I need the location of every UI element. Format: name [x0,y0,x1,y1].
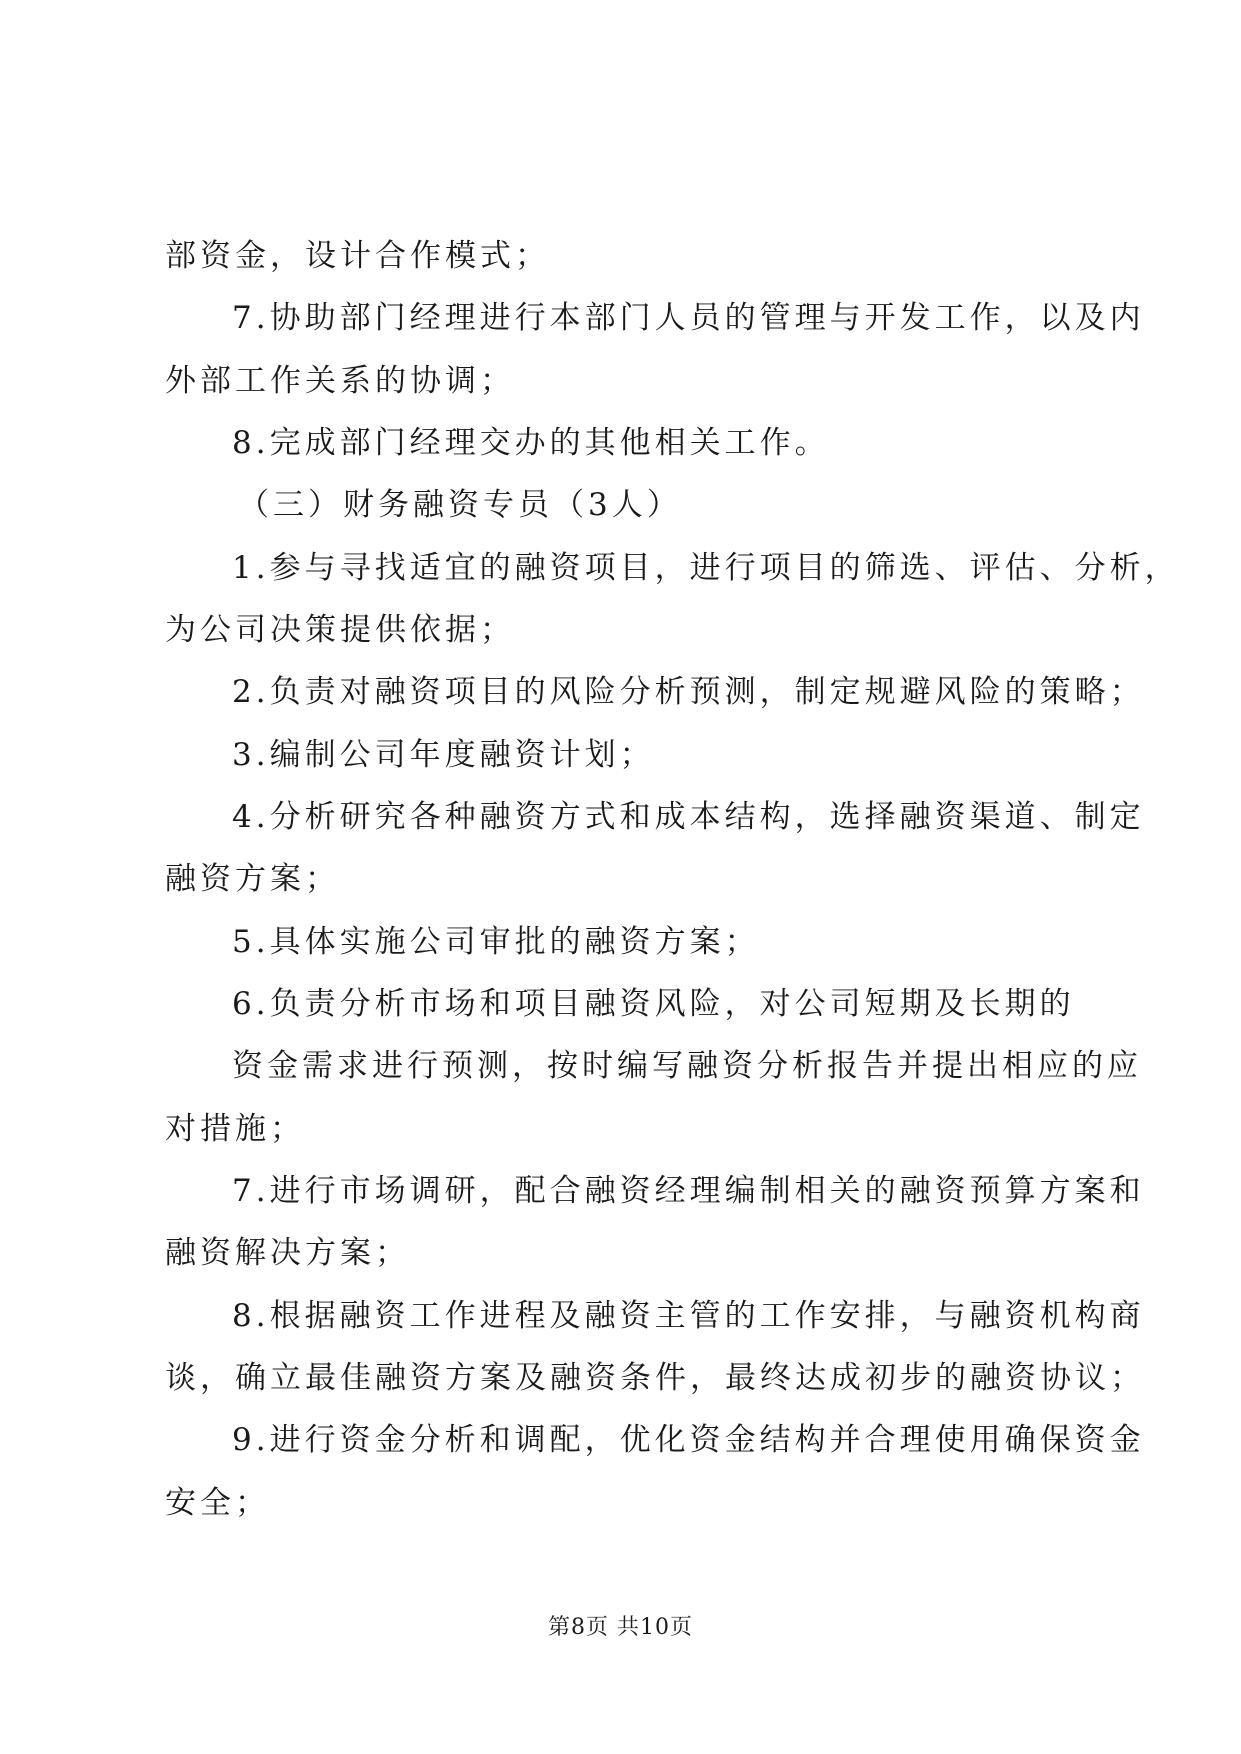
page-number-footer: 第8页 共10页 [548,1615,693,1640]
text-line: 对措施； [165,1111,305,1147]
text-line: 8.根据融资工作进程及融资主管的工作安排，与融资机构商 [232,1298,1145,1334]
text-line: 5.具体实施公司审批的融资方案； [232,924,760,960]
text-line: 资金需求进行预测，按时编写融资分析报告并提出相应的应 [232,1048,1142,1084]
text-line: 3.编制公司年度融资计划； [232,737,655,773]
text-line: 谈，确立最佳融资方案及融资条件，最终达成初步的融资协议； [165,1360,1145,1396]
text-line: 2.负责对融资项目的风险分析预测，制定规避风险的策略； [232,674,1145,710]
text-line: 4.分析研究各种融资方式和成本结构，选择融资渠道、制定 [232,799,1145,835]
text-line: 1.参与寻找适宜的融资项目，进行项目的筛选、评估、分析， [232,550,1180,586]
text-line: 融资解决方案； [165,1235,410,1271]
text-line: 6.负责分析市场和项目融资风险，对公司短期及长期的 [232,986,1075,1022]
text-line: 9.进行资金分析和调配，优化资金结构并合理使用确保资金 [232,1422,1145,1458]
text-line: 部资金，设计合作模式； [165,238,550,274]
text-line: 8.完成部门经理交办的其他相关工作。 [232,425,830,461]
text-line: 外部工作关系的协调； [165,363,515,399]
text-line: 7.进行市场调研，配合融资经理编制相关的融资预算方案和 [232,1173,1145,1209]
text-line: 融资方案； [165,861,340,897]
text-line: 7.协助部门经理进行本部门人员的管理与开发工作，以及内 [232,300,1145,336]
text-line: 安全； [165,1485,270,1521]
section-heading: （三）财务融资专员（3人） [238,487,682,523]
text-line: 为公司决策提供依据； [165,612,515,648]
